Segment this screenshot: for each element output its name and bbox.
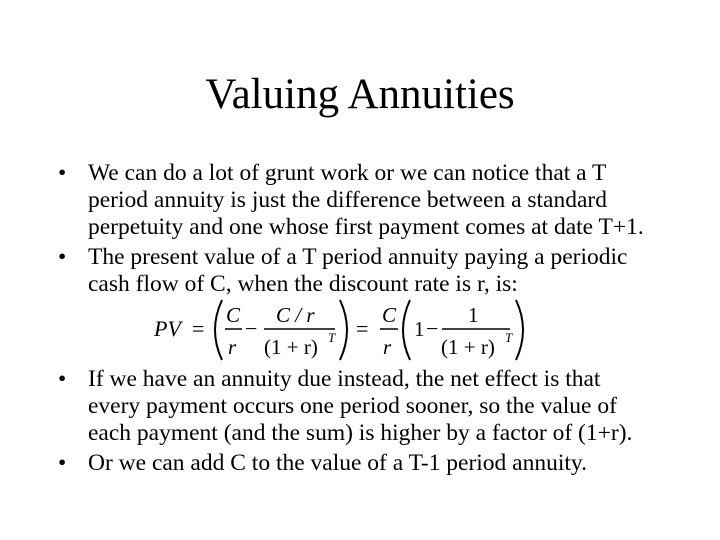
bullet-icon: • [58, 450, 67, 476]
bullet-line: We can do a lot of grunt work or we can notice that a T [88, 160, 607, 186]
bullet-1 [58, 160, 678, 241]
formula-left-paren [403, 300, 410, 360]
formula-exponent-t: T [328, 330, 336, 345]
bullet-icon: • [58, 244, 67, 270]
bullet-2 [58, 244, 678, 298]
bullet-line: If we have an annuity due instead, the net effect is that [88, 366, 601, 392]
formula-right-paren [340, 300, 347, 360]
formula-minus: − [426, 316, 439, 341]
formula-c-over-r: C / r [276, 303, 315, 327]
formula-one-plus-r: (1 + r) [441, 335, 495, 359]
bullet-text [88, 160, 678, 241]
bullet-line: Or we can add C to the value of a T-1 period annuity. [88, 450, 588, 476]
formula-exponent-t: T [505, 330, 513, 345]
formula-equals: = [356, 316, 369, 341]
bullet-line: The present value of a T period annuity paying a periodic [88, 244, 628, 270]
bullet-icon: • [58, 160, 67, 186]
bullet-text [88, 450, 678, 477]
bullet-text [88, 366, 678, 447]
bullet-4 [58, 450, 678, 477]
slide-title: Valuing Annuities [205, 71, 515, 118]
bullet-line: perpetuity and one whose first payment comes at date T+1. [88, 214, 644, 240]
bullet-line: every payment occurs one period sooner, so the value of [88, 393, 617, 419]
formula-r: r [228, 335, 237, 359]
formula-c: C [382, 303, 397, 327]
bullet-text [88, 244, 678, 298]
formula-c: C [226, 303, 241, 327]
formula-right-paren [516, 300, 523, 360]
bullet-line: cash flow of C, when the discount rate is r, is: [88, 271, 518, 297]
bullet-icon: • [58, 366, 67, 392]
bullet-line: each payment (and the sum) is higher by a factor of (1+r). [88, 420, 633, 446]
bullet-3 [58, 366, 678, 447]
formula-r: r [383, 335, 392, 359]
formula-one-plus-r: (1 + r) [264, 335, 318, 359]
formula-equals: = [192, 316, 205, 341]
formula-one: 1 [414, 317, 425, 341]
formula-minus: − [245, 316, 258, 341]
formula-pv: PV [154, 316, 181, 341]
formula-one: 1 [468, 303, 479, 327]
bullet-line: period annuity is just the difference between a standard [88, 187, 607, 213]
formula-left-paren [215, 300, 222, 360]
annuity-pv-formula [150, 296, 530, 364]
